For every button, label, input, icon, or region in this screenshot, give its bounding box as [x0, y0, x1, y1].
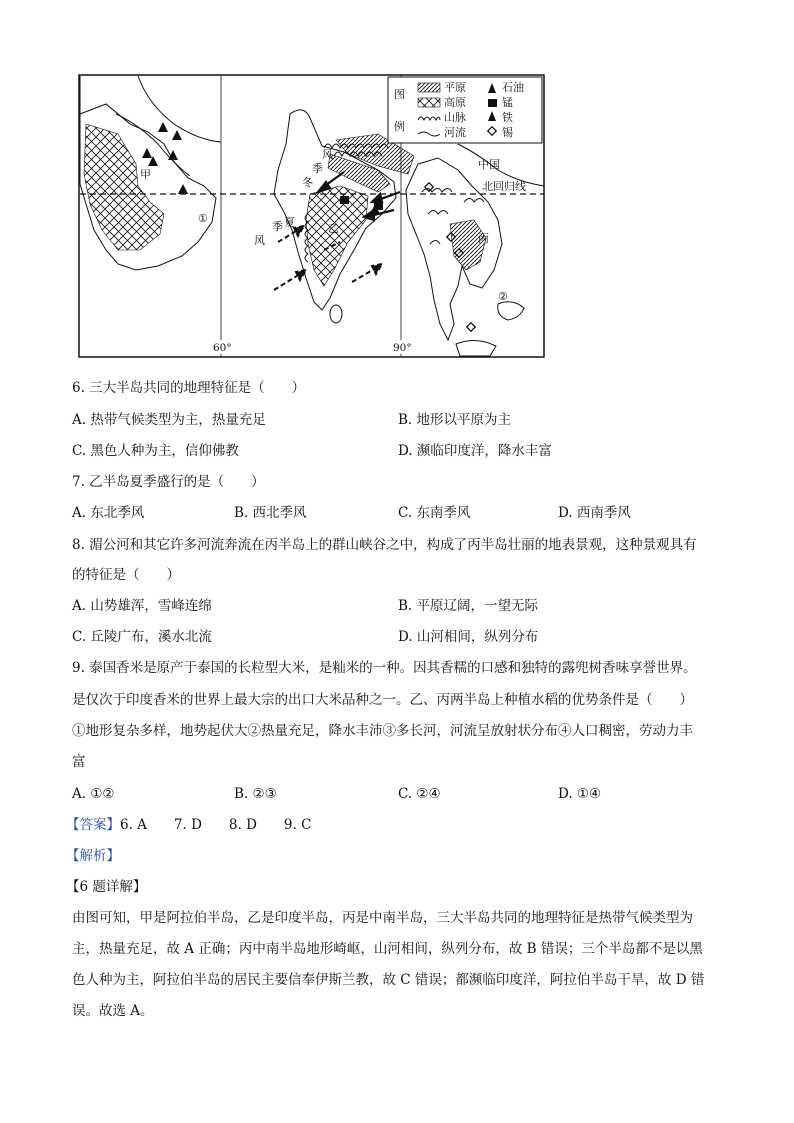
- answer-label: 【答案】: [66, 817, 120, 833]
- legend-iron-label: 铁: [502, 111, 513, 124]
- question-6-option-c: C. 黑色人种为主，信仰佛教: [72, 443, 239, 459]
- question-8-option-c: C. 丘陵广布，溪水北流: [72, 629, 212, 645]
- legend-plain-label: 平原: [444, 81, 466, 94]
- answer-text: 6. A 7. D 8. D 9. C: [120, 817, 312, 833]
- question-8-stem-line-1: 8. 湄公河和其它许多河流奔流在丙半岛上的群山峡谷之中，构成了丙半岛壮丽的地表景观，这种景观具有: [72, 537, 697, 553]
- peninsula-map: [78, 74, 545, 358]
- legend-mountain-label: 山脉: [444, 111, 466, 124]
- legend-oil-label: 石油: [502, 81, 524, 94]
- analysis-detail-title: 【6 题详解】: [66, 879, 147, 895]
- legend-tin-label: 锡: [502, 126, 513, 139]
- label-winter-dong: 冬: [302, 176, 313, 189]
- question-7-stem: 7. 乙半岛夏季盛行的是（ ）: [72, 474, 265, 490]
- question-7-option-a: A. 东北季风: [72, 505, 145, 521]
- analysis-line-2: 主，热量充足，故 A 正确；丙中南半岛地形崎岖，山河相间，纵列分布，故 B 错误；三个半岛都不是以黑: [72, 941, 703, 957]
- label-winter-ji: 季: [312, 162, 323, 175]
- legend-manganese-label: 锰: [502, 96, 513, 109]
- analysis-label: 【解析】: [66, 848, 120, 864]
- answer-row: [66, 815, 311, 835]
- label-tropic: 北回归线: [482, 180, 526, 193]
- label-summer-ji: 季: [272, 220, 283, 233]
- label-china: 中国: [478, 158, 500, 171]
- question-9-stem-line-1: 9. 泰国香米是原产于泰国的长粒型大米，是籼米的一种。因其香糯的口感和独特的露兜树香味享誉世界。: [72, 660, 697, 676]
- question-8-option-b: B. 平原辽阔，一望无际: [398, 598, 539, 614]
- question-8-option-a: A. 山势雄浑，雪峰连绵: [72, 598, 212, 614]
- question-7-option-c: C. 东南季风: [398, 505, 471, 521]
- label-winter-feng: 风: [322, 148, 333, 161]
- question-6-option-a: A. 热带气候类型为主，热量充足: [72, 412, 266, 428]
- analysis-line-1: 由图可知，甲是阿拉伯半岛，乙是印度半岛，丙是中南半岛，三大半岛共同的地理特征是热带气候类型为: [72, 910, 693, 926]
- label-yi: 乙: [328, 222, 339, 235]
- label-jia: 甲: [140, 168, 151, 181]
- label-circle-1: ①: [198, 212, 208, 225]
- legend-title-b: 例: [394, 120, 405, 133]
- question-7-option-b: B. 西北季风: [234, 505, 307, 521]
- label-bing: 丙: [478, 232, 489, 245]
- question-6-option-d: D. 濒临印度洋，降水丰富: [398, 443, 552, 459]
- longitude-90-label: 90°: [393, 342, 412, 354]
- question-9-option-b: B. ②③: [234, 786, 277, 802]
- legend-river-label: 河流: [444, 126, 466, 139]
- question-7-option-d: D. 西南季风: [558, 505, 631, 521]
- question-8-option-d: D. 山河相间，纵列分布: [398, 629, 539, 645]
- question-9-stem-line-4: 富: [72, 754, 86, 770]
- question-9-stem-line-3: ①地形复杂多样，地势起伏大②热量充足，降水丰沛③多长河，河流呈放射状分布④人口稠密，劳动力丰: [72, 723, 693, 739]
- label-circle-2: ②: [498, 290, 508, 303]
- question-9-option-d: D. ①④: [558, 786, 602, 802]
- question-8-stem-line-2: 的特征是（ ）: [72, 567, 180, 583]
- question-6-stem: 6. 三大半岛共同的地理特征是（ ）: [72, 380, 306, 396]
- label-summer-feng: 风: [254, 234, 265, 247]
- legend-plateau-label: 高原: [444, 96, 466, 109]
- legend-title-a: 图: [394, 88, 405, 101]
- question-9-stem-line-2: 是仅次于印度香米的世界上最大宗的出口大米品种之一。乙、丙两半岛上种植水稻的优势条件是（ ）: [72, 692, 693, 708]
- question-9-option-a: A. ①②: [72, 786, 115, 802]
- label-summer-xia: 夏: [284, 216, 295, 229]
- analysis-line-4: 误。故选 A。: [72, 1003, 154, 1019]
- analysis-line-3: 色人种为主，阿拉伯半岛的居民主要信奉伊斯兰教，故 C 错误；都濒临印度洋，阿拉伯半岛干旱，故 D 错: [72, 972, 705, 988]
- question-9-option-c: C. ②④: [398, 786, 441, 802]
- sri-lanka: [330, 305, 342, 323]
- longitude-60-label: 60°: [213, 342, 232, 354]
- question-6-option-b: B. 地形以平原为主: [398, 412, 512, 428]
